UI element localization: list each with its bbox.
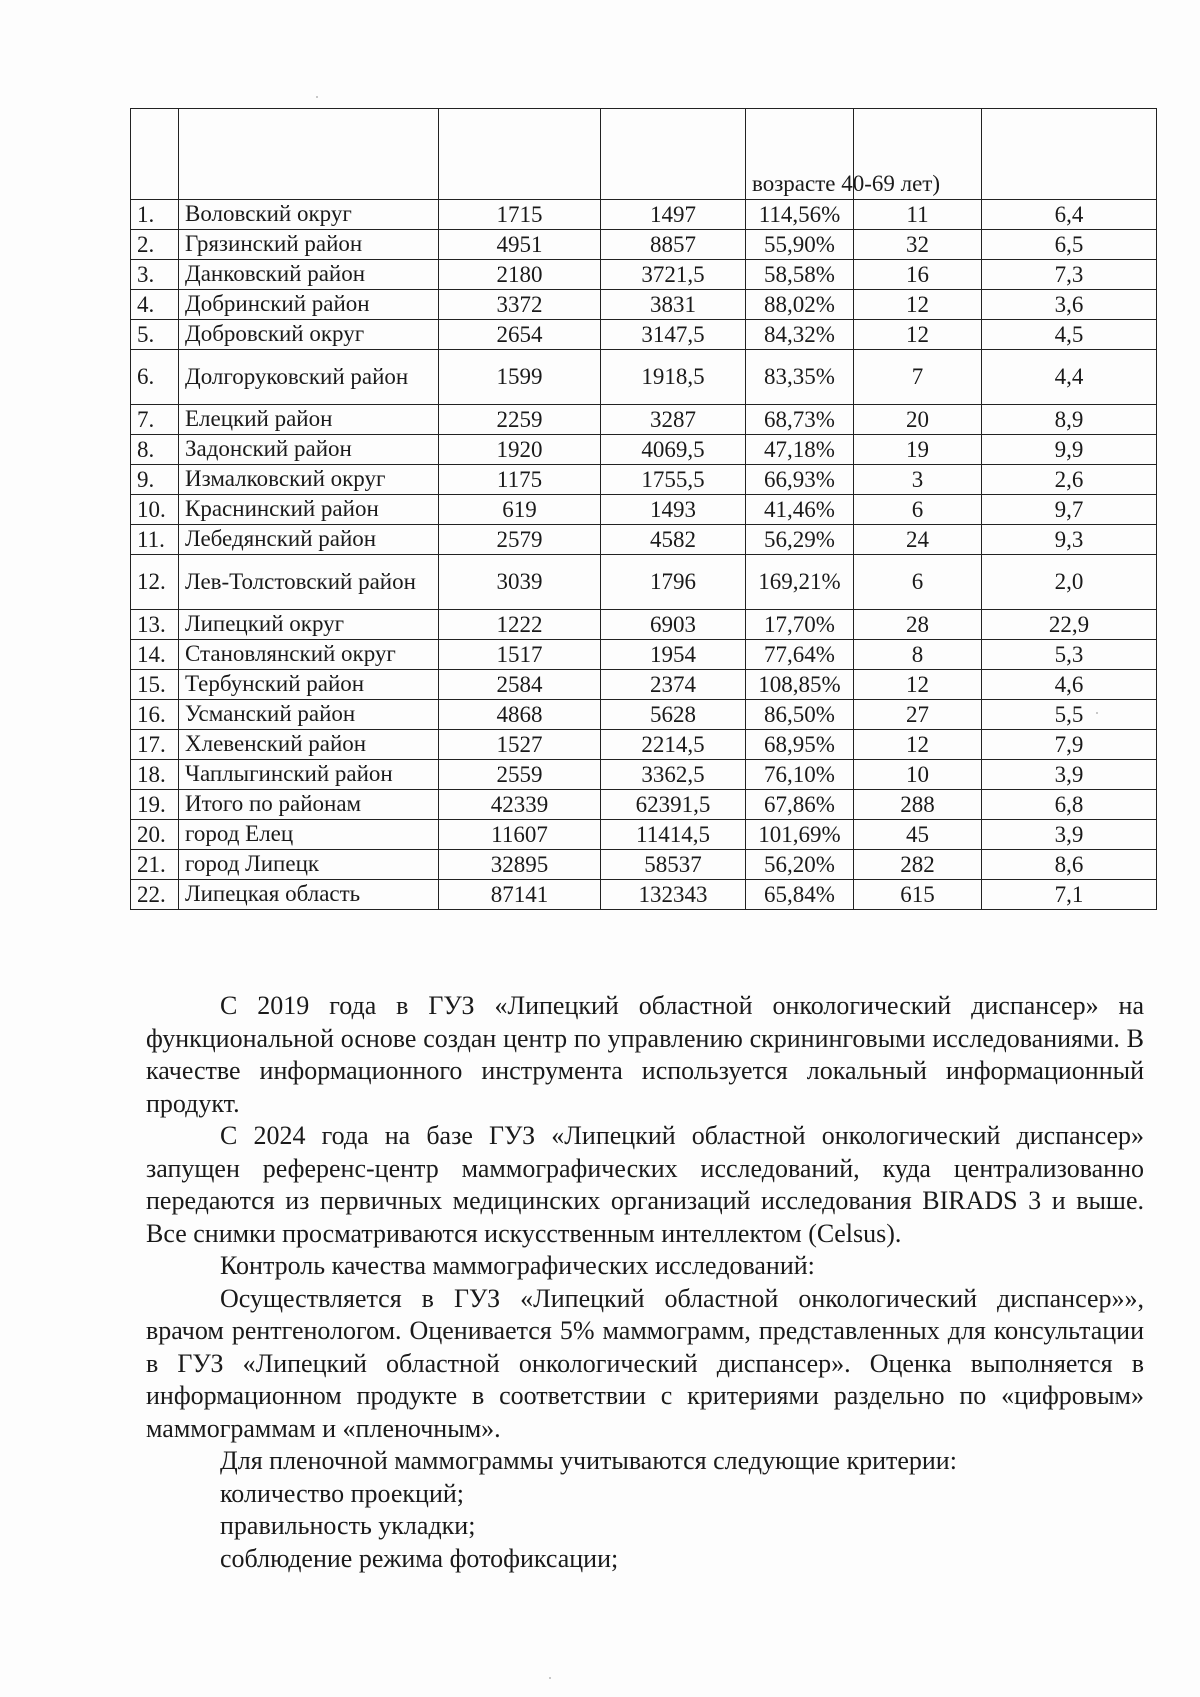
rate-value: 3,6 (982, 290, 1157, 320)
criteria-item: количество проекций; (220, 1478, 464, 1508)
detected-count: 288 (854, 790, 982, 820)
coverage-percent: 56,29% (746, 525, 854, 555)
value-a: 4868 (439, 700, 601, 730)
coverage-percent: 68,95% (746, 730, 854, 760)
detected-count: 6 (854, 555, 982, 610)
territory-name: Грязинский район (179, 230, 439, 260)
value-a: 87141 (439, 880, 601, 910)
detected-count: 32 (854, 230, 982, 260)
territory-name: Воловский округ (179, 200, 439, 230)
value-b: 1796 (601, 555, 746, 610)
table-row (131, 435, 1157, 465)
table-row (131, 880, 1157, 910)
paragraph-reference-center: С 2024 года на базе ГУЗ «Липецкий областной онкологический диспансер» запущен референс-центр маммографических исследований, куда централизованно передаются из первичных медицинских организаций исследования BIRADS 3 и выше. Все снимки просматриваются искусственным интеллектом (Celsus). (146, 1121, 1144, 1248)
table-header-row (131, 109, 1157, 200)
rate-value: 8,9 (982, 405, 1157, 435)
value-a: 1175 (439, 465, 601, 495)
paragraph-screening-center: С 2019 года в ГУЗ «Липецкий областной онкологический диспансер» на функциональной основе создан центр по управлению скрининговыми исследованиями. В качестве информационного инструмента используется локальный информационный продукт. (146, 991, 1144, 1118)
table-row (131, 760, 1157, 790)
detected-count: 12 (854, 730, 982, 760)
value-b: 58537 (601, 850, 746, 880)
row-number: 14. (131, 640, 179, 670)
table-row (131, 350, 1157, 405)
table-row (131, 525, 1157, 555)
territory-name: Елецкий район (179, 405, 439, 435)
detected-count: 7 (854, 350, 982, 405)
detected-count: 10 (854, 760, 982, 790)
rate-value: 6,5 (982, 230, 1157, 260)
value-a: 2180 (439, 260, 601, 290)
detected-count: 27 (854, 700, 982, 730)
table-row (131, 200, 1157, 230)
paragraph-quality-control-title: Контроль качества маммографических исследований: (220, 1251, 815, 1280)
coverage-percent: 58,58% (746, 260, 854, 290)
territory-name: город Елец (179, 820, 439, 850)
value-b: 4069,5 (601, 435, 746, 465)
coverage-percent: 41,46% (746, 495, 854, 525)
territory-name: Лебедянский район (179, 525, 439, 555)
value-b: 3721,5 (601, 260, 746, 290)
detected-count: 20 (854, 405, 982, 435)
coverage-percent: 56,20% (746, 850, 854, 880)
coverage-percent: 114,56% (746, 200, 854, 230)
rate-value: 6,8 (982, 790, 1157, 820)
row-number: 6. (131, 350, 179, 405)
value-b: 1918,5 (601, 350, 746, 405)
territory-name: Липецкий округ (179, 610, 439, 640)
rate-value: 5,3 (982, 640, 1157, 670)
detected-count: 12 (854, 290, 982, 320)
row-number: 15. (131, 670, 179, 700)
table-row (131, 790, 1157, 820)
coverage-percent: 17,70% (746, 610, 854, 640)
detected-count: 282 (854, 850, 982, 880)
row-number: 17. (131, 730, 179, 760)
territory-name: Добринский район (179, 290, 439, 320)
territory-name: Тербунский район (179, 670, 439, 700)
coverage-percent: 65,84% (746, 880, 854, 910)
row-number: 12. (131, 555, 179, 610)
value-b: 1954 (601, 640, 746, 670)
table-row (131, 670, 1157, 700)
value-a: 1599 (439, 350, 601, 405)
table-row (131, 405, 1157, 435)
value-b: 3831 (601, 290, 746, 320)
coverage-percent: 83,35% (746, 350, 854, 405)
detected-count: 615 (854, 880, 982, 910)
coverage-percent: 76,10% (746, 760, 854, 790)
territory-name: Становлянский округ (179, 640, 439, 670)
row-number: 13. (131, 610, 179, 640)
row-number: 20. (131, 820, 179, 850)
territory-name: Липецкая область (179, 880, 439, 910)
value-a: 42339 (439, 790, 601, 820)
value-b: 1755,5 (601, 465, 746, 495)
value-b: 11414,5 (601, 820, 746, 850)
value-b: 8857 (601, 230, 746, 260)
rate-value: 3,9 (982, 820, 1157, 850)
paragraph-quality-control: Осуществляется в ГУЗ «Липецкий областной онкологический диспансер»», врачом рентгенологом. Оценивается 5% маммограмм, представленных для консультации в ГУЗ «Липецкий областной онкологический диспансер». Оценка выполняется в информационном продукте в соответствии с критериями раздельно по «цифровым» маммограммам и «пленочным». (146, 1283, 1144, 1443)
value-a: 2584 (439, 670, 601, 700)
row-number: 1. (131, 200, 179, 230)
value-b: 62391,5 (601, 790, 746, 820)
value-a: 2654 (439, 320, 601, 350)
territory-name: Краснинский район (179, 495, 439, 525)
table-row (131, 700, 1157, 730)
table-row (131, 465, 1157, 495)
value-b: 5628 (601, 700, 746, 730)
table-row (131, 610, 1157, 640)
table-row (131, 820, 1157, 850)
table-row (131, 320, 1157, 350)
table-row (131, 730, 1157, 760)
row-number: 11. (131, 525, 179, 555)
value-a: 3372 (439, 290, 601, 320)
header-cell (439, 109, 601, 200)
value-b: 3147,5 (601, 320, 746, 350)
table-row (131, 495, 1157, 525)
territory-name: Данковский район (179, 260, 439, 290)
value-a: 2559 (439, 760, 601, 790)
row-number: 16. (131, 700, 179, 730)
value-a: 2259 (439, 405, 601, 435)
screening-table (130, 108, 1157, 910)
value-a: 1222 (439, 610, 601, 640)
territory-name: Усманский район (179, 700, 439, 730)
header-cell (179, 109, 439, 200)
territory-name: Лев-Толстовский район (179, 555, 439, 610)
coverage-percent: 55,90% (746, 230, 854, 260)
paragraph-criteria-intro: Для пленочной маммограммы учитываются следующие критерии: (220, 1446, 957, 1475)
territory-name: Чаплыгинский район (179, 760, 439, 790)
value-a: 1527 (439, 730, 601, 760)
detected-count: 19 (854, 435, 982, 465)
rate-value: 7,1 (982, 880, 1157, 910)
rate-value: 2,0 (982, 555, 1157, 610)
rate-value: 9,9 (982, 435, 1157, 465)
value-a: 32895 (439, 850, 601, 880)
header-cell (982, 109, 1157, 200)
coverage-percent: 68,73% (746, 405, 854, 435)
row-number: 4. (131, 290, 179, 320)
territory-name: Итого по районам (179, 790, 439, 820)
table-row (131, 290, 1157, 320)
value-b: 2214,5 (601, 730, 746, 760)
detected-count: 6 (854, 495, 982, 525)
row-number: 3. (131, 260, 179, 290)
value-b: 4582 (601, 525, 746, 555)
table-row (131, 850, 1157, 880)
row-number: 21. (131, 850, 179, 880)
value-a: 4951 (439, 230, 601, 260)
value-b: 2374 (601, 670, 746, 700)
rate-value: 6,4 (982, 200, 1157, 230)
detected-count: 11 (854, 200, 982, 230)
coverage-percent: 108,85% (746, 670, 854, 700)
detected-count: 3 (854, 465, 982, 495)
territory-name: Хлевенский район (179, 730, 439, 760)
table-row (131, 230, 1157, 260)
coverage-percent: 169,21% (746, 555, 854, 610)
table-row (131, 260, 1157, 290)
coverage-percent: 86,50% (746, 700, 854, 730)
rate-value: 2,6 (982, 465, 1157, 495)
territory-name: Измалковский округ (179, 465, 439, 495)
header-pct-label: возрасте 40-69 лет) (746, 109, 854, 200)
detected-count: 28 (854, 610, 982, 640)
coverage-percent: 47,18% (746, 435, 854, 465)
detected-count: 45 (854, 820, 982, 850)
value-a: 1517 (439, 640, 601, 670)
row-number: 18. (131, 760, 179, 790)
rate-value: 4,5 (982, 320, 1157, 350)
detected-count: 16 (854, 260, 982, 290)
rate-value: 3,9 (982, 760, 1157, 790)
row-number: 10. (131, 495, 179, 525)
value-b: 1497 (601, 200, 746, 230)
rate-value: 5,5 (982, 700, 1157, 730)
value-b: 6903 (601, 610, 746, 640)
header-cell (601, 109, 746, 200)
row-number: 7. (131, 405, 179, 435)
row-number: 5. (131, 320, 179, 350)
rate-value: 4,6 (982, 670, 1157, 700)
criteria-item: соблюдение режима фотофиксации; (220, 1543, 619, 1573)
body-text (146, 990, 1144, 1575)
value-b: 3362,5 (601, 760, 746, 790)
value-b: 132343 (601, 880, 746, 910)
value-a: 3039 (439, 555, 601, 610)
row-number: 2. (131, 230, 179, 260)
coverage-percent: 84,32% (746, 320, 854, 350)
territory-name: город Липецк (179, 850, 439, 880)
table-row (131, 640, 1157, 670)
coverage-percent: 77,64% (746, 640, 854, 670)
row-number: 8. (131, 435, 179, 465)
rate-value: 8,6 (982, 850, 1157, 880)
criteria-item: правильность укладки; (220, 1511, 476, 1540)
scan-dot (316, 96, 318, 98)
row-number: 19. (131, 790, 179, 820)
rate-value: 9,7 (982, 495, 1157, 525)
value-a: 2579 (439, 525, 601, 555)
detected-count: 24 (854, 525, 982, 555)
rate-value: 7,3 (982, 260, 1157, 290)
value-a: 11607 (439, 820, 601, 850)
territory-name: Задонский район (179, 435, 439, 465)
coverage-percent: 101,69% (746, 820, 854, 850)
detected-count: 8 (854, 640, 982, 670)
rate-value: 4,4 (982, 350, 1157, 405)
territory-name: Добровский округ (179, 320, 439, 350)
coverage-percent: 88,02% (746, 290, 854, 320)
scan-dot (549, 1677, 551, 1679)
rate-value: 9,3 (982, 525, 1157, 555)
coverage-percent: 67,86% (746, 790, 854, 820)
value-a: 1920 (439, 435, 601, 465)
value-a: 1715 (439, 200, 601, 230)
header-cell (131, 109, 179, 200)
detected-count: 12 (854, 320, 982, 350)
row-number: 9. (131, 465, 179, 495)
rate-value: 22,9 (982, 610, 1157, 640)
table-row (131, 555, 1157, 610)
rate-value: 7,9 (982, 730, 1157, 760)
coverage-percent: 66,93% (746, 465, 854, 495)
row-number: 22. (131, 880, 179, 910)
value-b: 1493 (601, 495, 746, 525)
value-b: 3287 (601, 405, 746, 435)
detected-count: 12 (854, 670, 982, 700)
value-a: 619 (439, 495, 601, 525)
territory-name: Долгоруковский район (179, 350, 439, 405)
